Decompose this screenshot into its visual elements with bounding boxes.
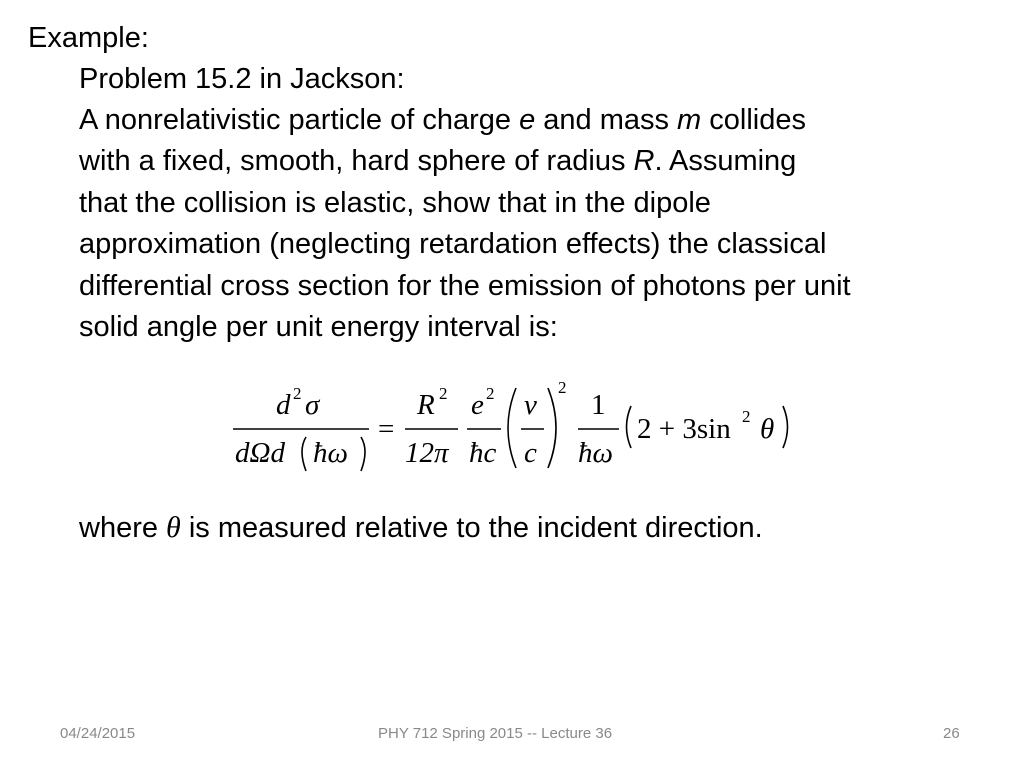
tail-theta: θ bbox=[760, 413, 775, 445]
f3-numerator: v bbox=[524, 389, 537, 421]
theta-symbol: θ bbox=[166, 511, 181, 544]
f3-denominator: c bbox=[524, 437, 537, 469]
f3-close-paren bbox=[548, 388, 556, 468]
mass-symbol: m bbox=[677, 104, 702, 136]
f1-numerator: R bbox=[417, 389, 435, 421]
statement-line: with a fixed, smooth, hard sphere of radius R. Assuming bbox=[79, 145, 797, 178]
problem-statement bbox=[79, 100, 851, 348]
equals-sign: = bbox=[378, 413, 395, 445]
problem-title: Problem 15.2 in Jackson: bbox=[79, 63, 405, 95]
statement-line: approximation (neglecting retardation effects) the classical bbox=[79, 228, 827, 261]
statement-line: A nonrelativistic particle of charge e and mass m collides bbox=[79, 104, 806, 136]
tail-expression: 2 + 3sin bbox=[637, 413, 731, 445]
where-note: where θ is measured relative to the incident direction. bbox=[79, 511, 763, 544]
f1-denominator: 12π bbox=[405, 437, 449, 469]
f4-denominator: ħω bbox=[578, 437, 613, 469]
lhs-numerator-d: d bbox=[276, 389, 291, 421]
lhs-numerator-sigma: σ bbox=[305, 389, 320, 421]
lhs-numerator-sup: 2 bbox=[293, 384, 302, 403]
f2-denominator: ħc bbox=[469, 437, 497, 469]
lhs-open-paren bbox=[302, 437, 306, 471]
f2-numerator-sup: 2 bbox=[486, 384, 495, 403]
radius-symbol: R bbox=[633, 145, 655, 178]
tail-open-paren bbox=[627, 406, 632, 448]
charge-symbol: e bbox=[519, 104, 536, 136]
statement-line: solid angle per unit energy interval is: bbox=[79, 311, 558, 344]
lhs-denominator: dΩd bbox=[235, 437, 285, 469]
statement-line: that the collision is elastic, show that in the dipole bbox=[79, 186, 711, 219]
footer-course: PHY 712 Spring 2015 -- Lecture 36 bbox=[378, 725, 613, 742]
tail-exponent: 2 bbox=[742, 407, 751, 426]
lhs-close-paren bbox=[361, 437, 365, 471]
f4-numerator: 1 bbox=[591, 389, 606, 421]
lhs-denominator-inner: ħω bbox=[313, 437, 348, 469]
statement-line: differential cross section for the emission of photons per unit bbox=[79, 269, 851, 302]
f3-exponent: 2 bbox=[558, 378, 567, 397]
tail-close-paren bbox=[783, 406, 788, 448]
slide-heading: Example: bbox=[28, 22, 149, 54]
footer-page-number: 26 bbox=[943, 725, 960, 742]
f2-numerator: e bbox=[471, 389, 484, 421]
footer-date: 04/24/2015 bbox=[60, 725, 136, 742]
f3-open-paren bbox=[508, 388, 516, 468]
f1-numerator-sup: 2 bbox=[439, 384, 448, 403]
